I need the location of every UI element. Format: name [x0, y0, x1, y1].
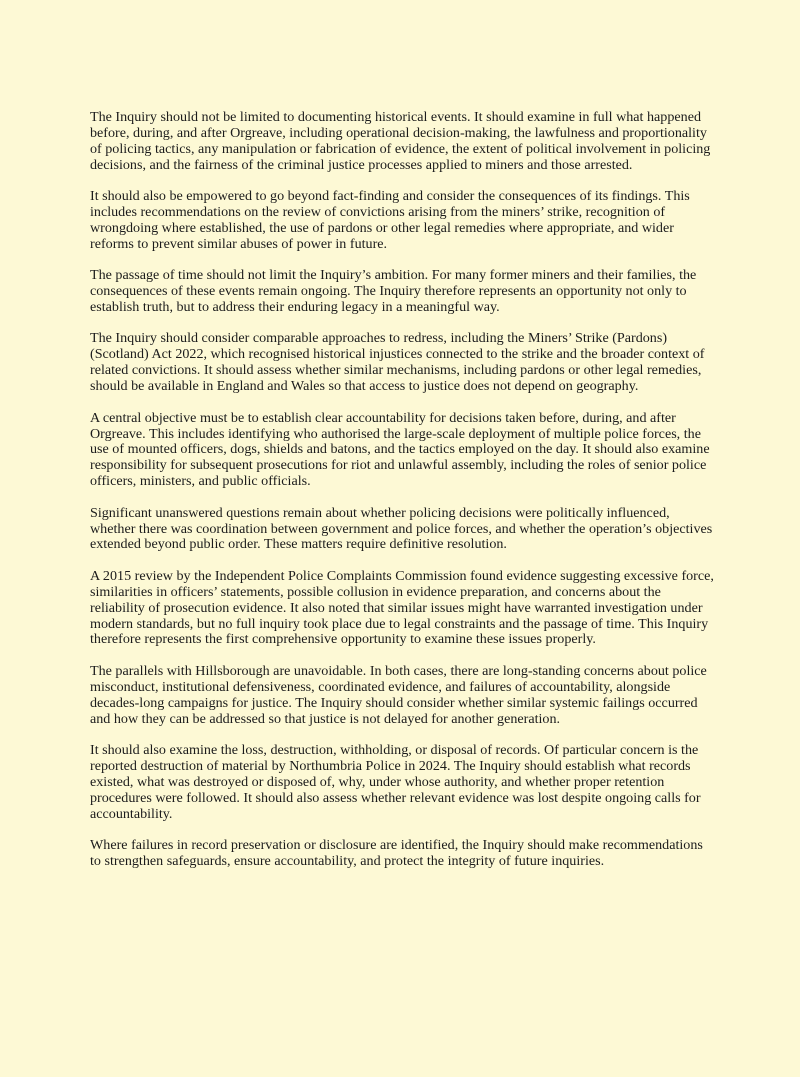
paragraph-accountability: A central objective must be to establish clear accountability for decisions taken before, during, and after Orgreave. This includes identifying who authorised the large-scale deployment of multiple police forces, the use of mounted officers, dogs, shields and batons, and the tactics employed on the day. It should also examine responsibility for subsequent prosecutions for riot and unlawful assembly, including the roles of senior police officers, ministers, and public officials. [90, 409, 710, 490]
paragraph-records: It should also examine the loss, destruction, withholding, or disposal of records. Of particular concern is the reported destruction of material by Northumbria Police in 2024. The Inquiry should establish what records existed, what was destroyed or disposed of, why, under whose authority, and whether proper retention procedures were followed. It should also assess whether relevant evidence was lost despite ongoing calls for accountability. [90, 742, 701, 822]
paragraph-consequences: It should also be empowered to go beyond fact-finding and consider the consequences of its findings. This includes recommendations on the review of convictions arising from the miners’ strike, recognition of wrongdoing where established, the use of pardons or other legal remedies where appropriate, and wider reforms to prevent similar abuses of power in future. [90, 188, 690, 252]
paragraph-record-failures: Where failures in record preservation or disclosure are identified, the Inquiry should make recommendations to strengthen safeguards, ensure accountability, and protect the integrity of future inquiries. [90, 837, 703, 869]
document-body [90, 110, 714, 885]
paragraph-redress: The Inquiry should consider comparable approaches to redress, including the Miners’ Strike (Pardons) (Scotland) Act 2022, which recognised historical injustices connected to the strike and the broader context of related convictions. It should assess whether similar mechanisms, including pardons or other legal remedies, should be available in England and Wales so that access to justice does not depend on geography. [90, 330, 705, 395]
paragraph-hillsborough: The parallels with Hillsborough are unavoidable. In both cases, there are long-standing concerns about police misconduct, institutional defensiveness, coordinated evidence, and failures of accountability, alongside decades-long campaigns for justice. The Inquiry should consider whether similar systemic failings occurred and how they can be addressed so that justice is not delayed for another generation. [90, 662, 707, 727]
paragraph-passage-of-time: The passage of time should not limit the Inquiry’s ambition. For many former miners and their families, the consequences of these events remain ongoing. The Inquiry therefore represents an opportunity not only to establish truth, but to address their enduring legacy in a meaningful way. [90, 267, 697, 316]
paragraph-ipcc-review: A 2015 review by the Independent Police Complaints Commission found evidence suggesting excessive force, similarities in officers’ statements, possible collusion in evidence preparation, and concerns about the reliability of prosecution evidence. It also noted that similar issues might have warranted investigation under modern standards, but no full inquiry took place due to legal constraints and the passage of time. This Inquiry therefore represents the first comprehensive opportunity to examine these issues properly. [90, 567, 714, 648]
paragraph-inquiry-scope: The Inquiry should not be limited to documenting historical events. It should examine in full what happened before, during, and after Orgreave, including operational decision-making, the lawfulness and proportionality of policing tactics, any manipulation or fabrication of evidence, the extent of political involvement in policing decisions, and the fairness of the criminal justice processes applied to miners and those arrested. [90, 109, 711, 173]
paragraph-unanswered-questions: Significant unanswered questions remain about whether policing decisions were politically influenced, whether there was coordination between government and police forces, and whether the operation’s objectives extended beyond public order. These matters require definitive resolution. [90, 504, 713, 553]
